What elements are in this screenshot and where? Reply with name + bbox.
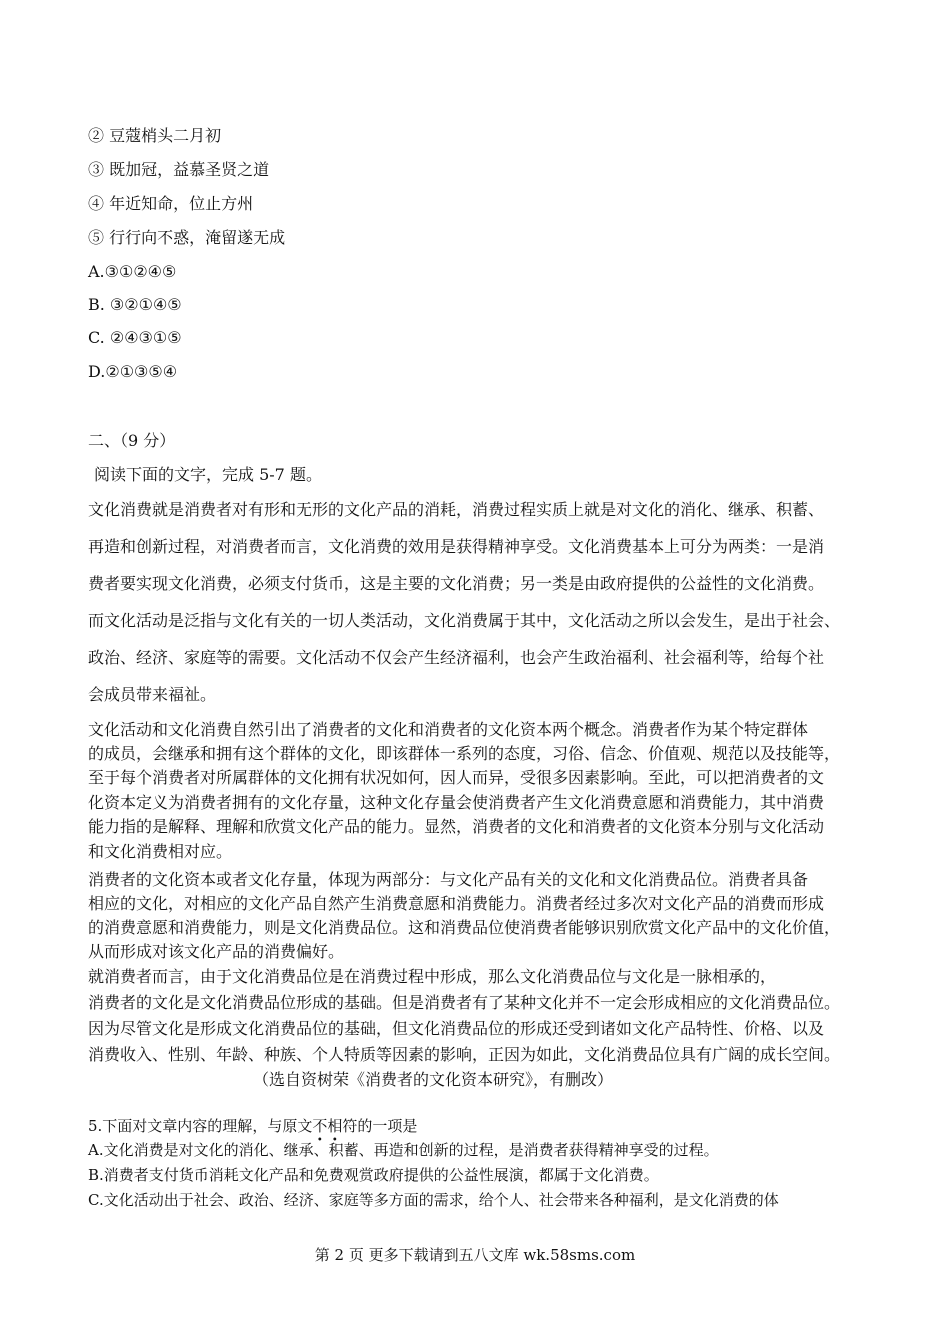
- paragraph-line: 会成员带来福祉。: [88, 685, 217, 704]
- answer-choice: B. ③②①④⑤: [88, 295, 182, 314]
- paragraph-line: 而文化活动是泛指与文化有关的一切人类活动，文化消费属于其中，文化活动之所以会发生，是出于社会、: [88, 611, 841, 630]
- question-option: A.文化消费是对文化的消化、继承、积蓄、再造和创新的过程，是消费者获得精神享受的过程。: [88, 1141, 719, 1159]
- poem-option: ⑤ 行行向不惑，淹留遂无成: [88, 228, 286, 247]
- paragraph-line: 文化活动和文化消费自然引出了消费者的文化和消费者的文化资本两个概念。消费者作为某个特定群体: [88, 720, 809, 739]
- answer-choice: A.③①②④⑤: [88, 262, 177, 281]
- source-citation: （选自资树荣《消费者的文化资本研究》，有删改）: [253, 1070, 614, 1089]
- question-stem-start: 5.下面对文章内容的理解，与原文: [88, 1117, 313, 1135]
- paragraph-line: 和文化消费相对应。: [88, 842, 233, 861]
- poem-option: ③ 既加冠，益慕圣贤之道: [88, 160, 270, 179]
- paragraph-line: 从而形成对该文化产品的消费偏好。: [88, 942, 345, 961]
- answer-choice: D.②①③⑤④: [88, 362, 178, 381]
- poem-option: ② 豆蔻梢头二月初: [88, 126, 222, 145]
- paragraph-line: 的成员，会继承和拥有这个群体的文化，即该群体一系列的态度，习俗、信念、价值观、规范以及技能等，: [88, 744, 841, 763]
- question-option: C.文化活动出于社会、政治、经济、家庭等多方面的需求，给个人、社会带来各种福利，是文化消费的体: [88, 1191, 779, 1209]
- paragraph-line: 能力指的是解释、理解和欣赏文化产品的能力。显然，消费者的文化和消费者的文化资本分别与文化活动: [88, 817, 825, 836]
- emphasis-char: 相: [327, 1117, 343, 1135]
- paragraph-line: 消费者的文化资本或者文化存量，体现为两部分：与文化产品有关的文化和文化消费品位。消费者具备: [88, 870, 809, 889]
- question-stem: [88, 1116, 417, 1136]
- paragraph-line: 因为尽管文化是形成文化消费品位的基础，但文化消费品位的形成还受到诸如文化产品特性、价格、以及: [88, 1019, 825, 1038]
- paragraph-line: 至于每个消费者对所属群体的文化拥有状况如何，因人而异，受很多因素影响。至此，可以把消费者的文: [88, 768, 825, 787]
- question-stem-end: 符的一项是: [342, 1117, 418, 1135]
- paragraph-line: 消费收入、性别、年龄、种族、个人特质等因素的影响，正因为如此，文化消费品位具有广阔的成长空间。: [88, 1045, 841, 1064]
- paragraph-line: 文化消费就是消费者对有形和无形的文化产品的消耗，消费过程实质上就是对文化的消化、继承、积蓄、: [88, 500, 825, 519]
- emphasis-char: 不: [312, 1117, 328, 1135]
- paragraph-line: 的消费意愿和消费能力，则是文化消费品位。这和消费品位使消费者能够识别欣赏文化产品中的文化价值，: [88, 918, 841, 937]
- paragraph-line: 费者要实现文化消费，必须支付货币，这是主要的文化消费；另一类是由政府提供的公益性的文化消费。: [88, 574, 825, 593]
- paragraph-line: 化资本定义为消费者拥有的文化存量，这种文化存量会使消费者产生文化消费意愿和消费能力，其中消费: [88, 793, 825, 812]
- page-footer: 第 2 页 更多下载请到五八文库 wk.58sms.com: [314, 1246, 636, 1264]
- section-heading: 二、（9 分）: [88, 431, 176, 450]
- answer-choice: C. ②④③①⑤: [88, 328, 182, 347]
- paragraph-line: 相应的文化，对相应的文化产品自然产生消费意愿和消费能力。消费者经过多次对文化产品的消费而形成: [88, 894, 825, 913]
- question-option: B.消费者支付货币消耗文化产品和免费观赏政府提供的公益性展演，都属于文化消费。: [88, 1166, 659, 1184]
- paragraph-line: 就消费者而言，由于文化消费品位是在消费过程中形成，那么文化消费品位与文化是一脉相承的，: [88, 967, 777, 986]
- paragraph-line: 政治、经济、家庭等的需要。文化活动不仅会产生经济福利，也会产生政治福利、社会福利等，给每个社: [88, 648, 825, 667]
- paragraph-line: 再造和创新过程，对消费者而言，文化消费的效用是获得精神享受。文化消费基本上可分为两类：一是消: [88, 537, 825, 556]
- paragraph-line: 消费者的文化是文化消费品位形成的基础。但是消费者有了某种文化并不一定会形成相应的文化消费品位。: [88, 993, 841, 1012]
- poem-option: ④ 年近知命，位止方州: [88, 194, 254, 213]
- section-instruction: 阅读下面的文字，完成 5-7 题。: [94, 465, 322, 484]
